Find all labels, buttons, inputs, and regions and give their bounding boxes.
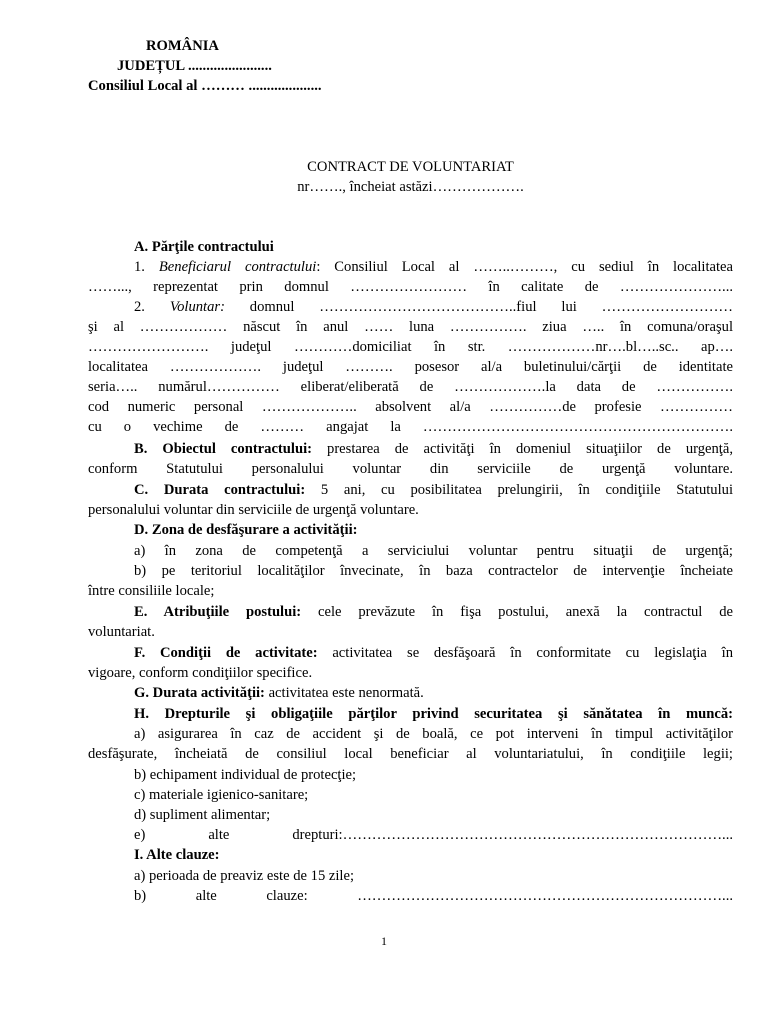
section-a2-line7: cu o vechime de ……… angajat la ………………………………………………………. [88, 419, 733, 435]
section-e-line1 [134, 602, 733, 622]
section-b-text: prestarea de activităţi în domeniul situaţiilor de urgenţă, [312, 441, 733, 457]
a1-number: 1. [134, 259, 159, 275]
a2-rest: domnul …………………………………..fiul lui ……………………… [224, 299, 733, 315]
section-c-line1 [134, 480, 733, 500]
a1-role: Beneficiarul contractului [158, 259, 317, 275]
header-county: JUDEȚUL ....................... [117, 58, 272, 74]
section-h-item-a-line1: a) asigurarea în caz de accident şi de boală, ce pot interveni în timpul activităţilor [134, 726, 733, 742]
section-d-item-b-line1: b) pe teritoriul localităţilor învecinate, în baza contractelor de intervenţie încheiate [134, 563, 733, 579]
section-h-item-e: e) alte drepturi:……………………………………………………………………... [134, 827, 733, 843]
section-b-label: B. Obiectul contractului: [134, 441, 312, 457]
section-b-line2: conform Statutului personalului voluntar din serviciile de urgenţă voluntare. [88, 461, 733, 477]
section-a2-line5: seria….. numărul…………… eliberat/eliberată de ……………….la data de ……………. [88, 379, 733, 395]
page-number: 1 [381, 934, 387, 948]
section-a2-line4: localitatea ………………. judeţul ………. posesor al/a buletinului/cărţii de identitate [88, 359, 733, 375]
section-i-item-a: a) perioada de preaviz este de 15 zile; [134, 868, 355, 884]
contract-number-line: nr……., încheiat astăzi………………. [297, 179, 524, 195]
section-e-line2: voluntariat. [88, 624, 155, 640]
section-f-line2: vigoare, conform condiţiilor specifice. [88, 665, 313, 681]
section-f-line1 [134, 643, 733, 663]
section-a2-line1 [134, 297, 733, 317]
header-country: ROMÂNIA [146, 38, 219, 54]
section-h-item-a-line2: desfăşurate, încheiată de consiliul local beneficiar al voluntariatului, în condiţiile legii; [88, 746, 733, 762]
a1-rest: : Consiliul Local al ……..………, cu sediul în localitatea [316, 259, 733, 275]
section-i-item-b: b) alte clauze: …………………………………………………………………... [134, 888, 733, 904]
header-council: Consiliul Local al ……… .................... [88, 78, 322, 94]
section-a2-line3: ……………………. judeţul …………domiciliat în str. ………………nr….bl…..sc.. ap…. [88, 339, 733, 355]
section-g-line [134, 683, 733, 703]
section-d-heading: D. Zona de desfăşurare a activităţii: [134, 522, 358, 538]
section-g-text: activitatea este nenormată. [264, 685, 424, 701]
section-h-item-b: b) echipament individual de protecţie; [134, 767, 357, 783]
a2-number: 2. [134, 299, 170, 315]
section-c-label: C. Durata contractului: [134, 482, 306, 498]
section-d-item-b-line2: între consiliile locale; [88, 583, 215, 599]
section-h-heading: H. Drepturile şi obligaţiile părţilor privind securitatea şi sănătatea în muncă: [134, 706, 733, 722]
section-f-text: activitatea se desfăşoară în conformitate cu legislaţia în [317, 645, 733, 661]
section-h-item-c: c) materiale igienico-sanitare; [134, 787, 309, 803]
section-c-text: 5 ani, cu posibilitatea prelungirii, în condiţiile Statutului [305, 482, 733, 498]
section-c-line2: personalului voluntar din serviciile de urgenţă voluntare. [88, 502, 419, 518]
section-a1-line2: ……..., reprezentat prin domnul …………………… în calitate de …………………... [88, 279, 733, 295]
section-a2-line6: cod numeric personal ……………….. absolvent al/a ……………de profesie …………… [88, 399, 733, 415]
section-i-heading: I. Alte clauze: [134, 847, 220, 863]
section-g-label: G. Durata activităţii: [134, 685, 265, 701]
section-b-line1 [134, 439, 733, 459]
section-a2-line2: şi al ……………… născut în anul …… luna ……………. ziua ….. în comuna/oraşul [88, 319, 733, 335]
section-a-heading: A. Părţile contractului [134, 239, 274, 255]
section-h-item-d: d) supliment alimentar; [134, 807, 271, 823]
section-f-label: F. Condiţii de activitate: [134, 645, 318, 661]
a2-role: Voluntar: [169, 299, 225, 315]
section-e-label: E. Atribuţiile postului: [134, 604, 302, 620]
section-e-text: cele prevăzute în fişa postului, anexă la contractul de [301, 604, 733, 620]
section-d-item-a: a) în zona de competenţă a serviciului voluntar pentru situaţii de urgenţă; [134, 543, 733, 559]
section-a1-line1 [134, 257, 733, 277]
contract-title: CONTRACT DE VOLUNTARIAT [307, 159, 514, 175]
